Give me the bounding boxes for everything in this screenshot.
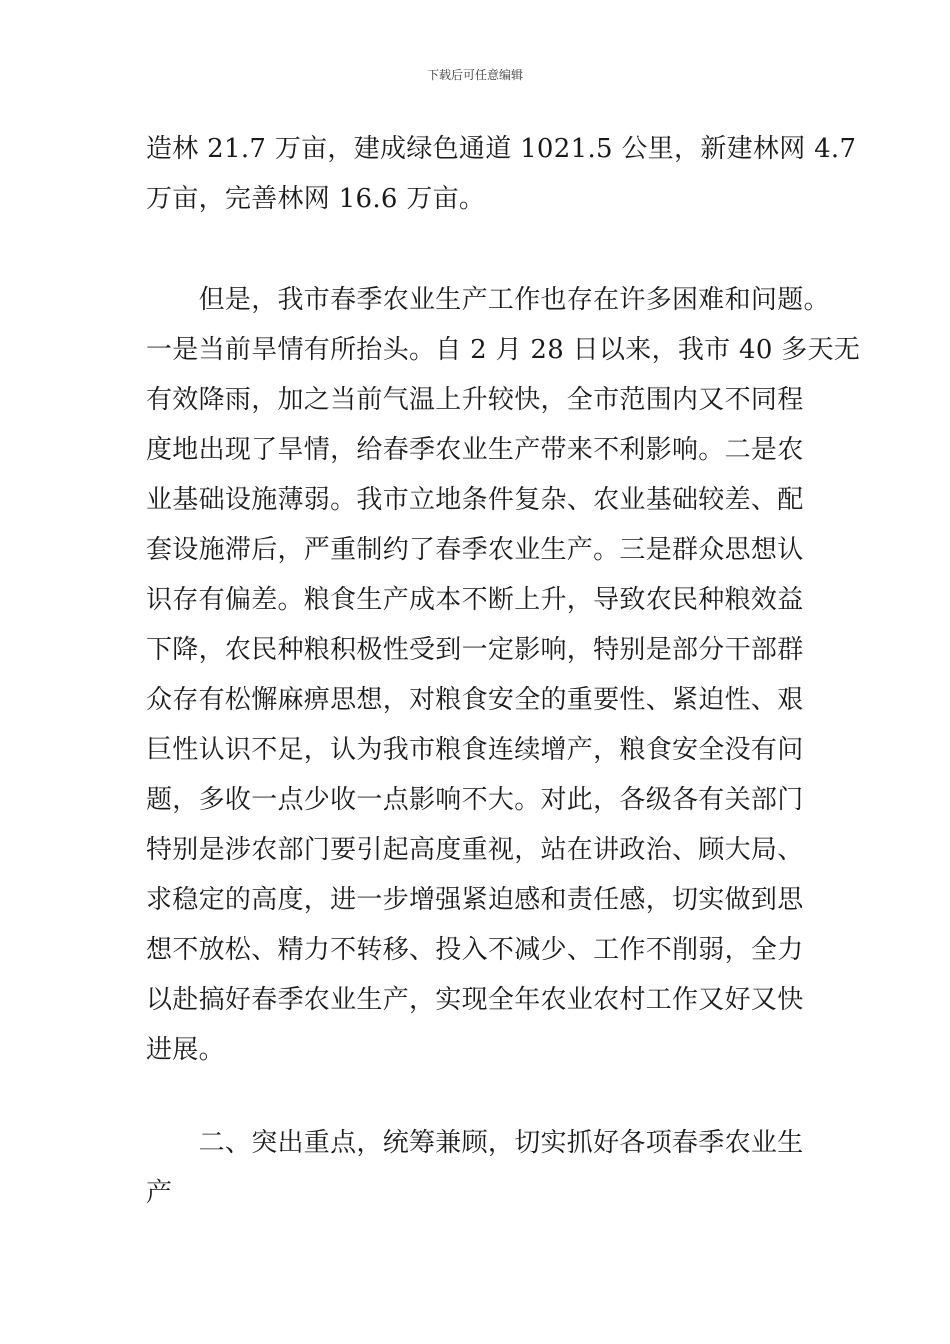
text-line: 度地出现了旱情，给春季农业生产带来不利影响。二是农 xyxy=(146,435,804,465)
text-line: 业基础设施薄弱。我市立地条件复杂、农业基础较差、配 xyxy=(146,485,804,515)
text-line: 进展。 xyxy=(146,1035,225,1065)
text-line: 特别是涉农部门要引起高度重视，站在讲政治、顾大局、 xyxy=(146,835,804,865)
text-line: 有效降雨，加之当前气温上升较快，全市范围内又不同程 xyxy=(146,385,804,415)
text-line: 造林 21.7 万亩，建成绿色通道 1021.5 公里，新建林网 4.7 xyxy=(146,134,857,164)
text-line: 下降，农民种粮积极性受到一定影响，特别是部分干部群 xyxy=(146,635,804,665)
text-line: 产 xyxy=(146,1178,173,1208)
text-line: 求稳定的高度，进一步增强紧迫感和责任感，切实做到思 xyxy=(146,885,804,915)
text-line: 识存有偏差。粮食生产成本不断上升，导致农民种粮效益 xyxy=(146,585,804,615)
paragraph-1 xyxy=(146,124,856,224)
text-line: 以赴搞好春季农业生产，实现全年农业农村工作又好又快 xyxy=(146,985,804,1015)
text-line: 一是当前旱情有所抬头。自 2 月 28 日以来，我市 40 多天无 xyxy=(146,335,861,365)
text-line: 二、突出重点，统筹兼顾，切实抓好各项春季农业生 xyxy=(146,1128,804,1158)
page-header: 下载后可任意编辑 xyxy=(426,68,523,82)
text-line: 套设施滞后，严重制约了春季农业生产。三是群众思想认 xyxy=(146,535,804,565)
paragraph-3 xyxy=(146,1118,804,1218)
text-line: 巨性认识不足，认为我市粮食连续增产，粮食安全没有问 xyxy=(146,735,804,765)
paragraph-2 xyxy=(146,275,860,1075)
text-line: 题，多收一点少收一点影响不大。对此，各级各有关部门 xyxy=(146,785,804,815)
text-line: 但是，我市春季农业生产工作也存在许多困难和问题。 xyxy=(146,285,830,315)
text-line: 想不放松、精力不转移、投入不减少、工作不削弱，全力 xyxy=(146,935,804,965)
text-line: 众存有松懈麻痹思想，对粮食安全的重要性、紧迫性、艰 xyxy=(146,685,804,715)
text-line: 万亩，完善林网 16.6 万亩。 xyxy=(146,184,486,214)
